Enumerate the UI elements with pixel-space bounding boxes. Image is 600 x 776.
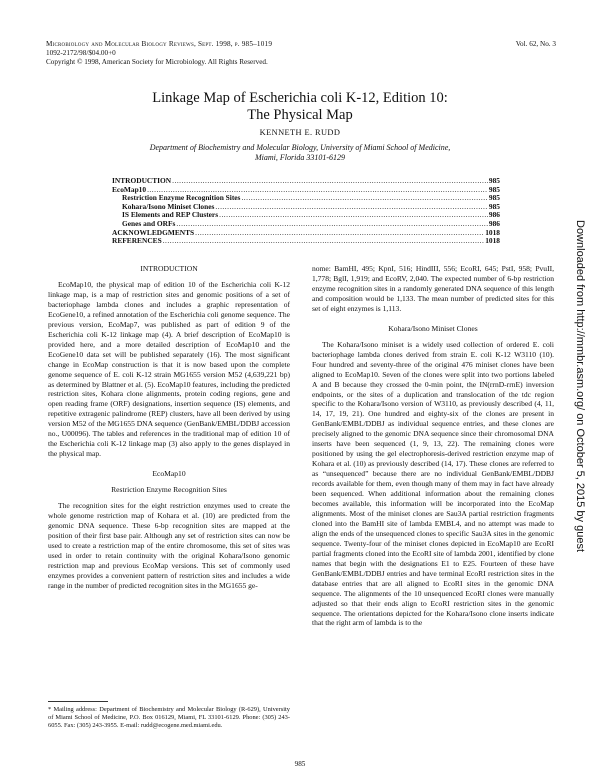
subsection-heading-restriction-sites: Restriction Enzyme Recognition Sites — [111, 485, 227, 495]
download-watermark-text: Downloaded from http://mmbr.asm.org/ on October 5, 2015 by guest — [574, 220, 586, 553]
volume-issue: Vol. 62, No. 3 — [515, 40, 556, 48]
left-column — [48, 264, 290, 591]
running-header — [46, 40, 272, 67]
journal-citation: Microbiology and Molecular Biology Reviews, Sept. 1998, p. 985–1019 — [46, 40, 273, 48]
right-column — [312, 264, 554, 628]
page-number: 985 — [294, 760, 306, 768]
toc-entry-page: 1018 — [485, 236, 500, 246]
toc-entry-page: 1018 — [485, 227, 500, 237]
toc-entry-label: ACKNOWLEDGMENTS — [112, 227, 195, 237]
affiliation-line-1: Department of Biochemistry and Molecular Biology, University of Miami School of Medicine, — [149, 143, 451, 152]
toc-entry-label: REFERENCES — [112, 236, 162, 246]
download-watermark — [572, 220, 588, 620]
section-heading-ecomap10: EcoMap10 — [152, 469, 186, 479]
toc-entry-page: 986 — [488, 210, 500, 220]
author-name: KENNETH E. RUDD — [259, 128, 341, 137]
toc-entry-page: 985 — [488, 184, 500, 194]
toc-entry-page: 985 — [488, 176, 500, 185]
toc-entry-label: EcoMap10 — [112, 184, 147, 194]
article-title — [0, 90, 600, 124]
toc-entry-label: INTRODUCTION — [112, 176, 172, 185]
toc-entry-label: Kohara/Isono Miniset Clones — [122, 201, 215, 211]
footnote-mailing-address: * Mailing address: Department of Biochemistry and Molecular Biology (R-629), University of Miami School of Medicine, P.O. Box 016129, Miami, FL 33101-6129. Phone: (305) 243-6055. Fax: (305) 243-3955. E-mail: rudd@ecogene.med.miami.edu. — [48, 706, 290, 729]
toc-entry — [112, 176, 500, 185]
toc-entry-label: Restriction Enzyme Recognition Sites — [122, 193, 241, 203]
author-affiliation — [100, 143, 500, 163]
toc-entry-label: IS Elements and REP Clusters — [122, 210, 219, 220]
toc-entry — [112, 202, 500, 211]
table-of-contents — [112, 176, 500, 245]
toc-leader-dots — [163, 236, 485, 245]
toc-entry-page: 985 — [488, 193, 500, 203]
toc-entry-page: 985 — [488, 201, 500, 211]
issn-line: 1092-2172/98/$04.00+0 — [46, 49, 116, 57]
section-heading-introduction: INTRODUCTION — [140, 264, 198, 273]
affiliation-line-2: Miami, Florida 33101-6129 — [255, 153, 345, 162]
toc-entry-page: 986 — [488, 218, 500, 228]
intro-paragraph: EcoMap10, the physical map of edition 10 of the Escherichia coli K-12 linkage map, is a map of restriction sites and genomic positions of a set of bacteriophage lambda clones and includes a graphic representation of EcoGene10, a refined annotation of the Escherichia coli genome sequence. The previous version, EcoMap7, was published as part of edition 9 of the Escherichia coli K-12 linkage map (4). A brief description of EcoMap10 is provided here, and a more detailed description of EcoMap10 and the EcoGene10 data set will be published separately (16). The most significant change in EcoMap construction is that it is now based upon the complete genome sequence of E. coli K-12 strain MG1655 version M52 (4,639,221 bp) as determined by Blattner et al. (5). EcoMap10 features, including the predicted restriction sites, Kohara clone alignments, protein coding regions, gene and open reading frame (ORF) designations, insertion sequence (IS) elements, and repetitive extragenic palindrome (REP) clusters, have all been derived by using version M52 of the MG1655 DNA sequence (GenBank/EMBL/DDBJ accession no., U00096). The tables and references in the traditional map of edition 10 of the Escherichia coli K-12 linkage map (3) also apply to the genes displayed in the physical map. — [48, 280, 290, 459]
restriction-paragraph: The recognition sites for the eight restriction enzymes used to create the whole genome restriction map of Kohara et al. (10) are predicted from the genomic DNA sequence. These 6-bp recognition sites are mapped at the position of their first base pair. Although any set of restriction sites can now be used to create a restriction map of the entire chromosome, this set of sites was used in order to retain continuity with the original Kohara/Isono genomic restriction map and previous EcoMap versions. This set of commonly used enzymes provides a convenient pattern of restriction sites and includes a wide range in the number of predicted recognition sites in the MG1655 ge- — [48, 501, 290, 590]
kohara-paragraph: The Kohara/Isono miniset is a widely used collection of ordered E. coli bacteriophage lambda clones derived from strain E. coli K-12 W3110 (10). Four hundred and seventy-three of the original 476 miniset clones have been aligned to EcoMap10. Seven of the clones were split into two portions labeled A and B because they crossed the 0-min point, the IN(rrnD-rrnE) inversion endpoints, or the sites of a duplication and translocation of the tdc region specific to the Kohara/Isono version of W3110, as previously described (4, 11, 14, 17, 19, 21). One hundred and eighty-six of the clones are present in GenBank/EMBL/DDBJ as individual sequence entries, and these clones are precisely aligned to the genomic DNA sequence since their chromosomal DNA inserts have been sequenced (1, 9, 13, 22). The remaining clones were positioned by using the gel electrophoresis-derived restriction enzyme map of Kohara et al. (10) as previously described (14, 17). These clones are referred to as “unsequenced” because there are no individual GenBank/EMBL/DDBJ records available for them, even though many of them may in fact have already been sequenced. When additional information about the remaining clones becomes available, this information will be incorporated into the EcoMap alignments. Most of the miniset clones are Sau3A partial restriction fragments cloned into the BamHI site of lambda EMBL4, and no attempt was made to align the ends of the unsequenced clones to specific Sau3A sites in the genomic sequence. Twenty-four of the miniset clones depicted in EcoMap10 are EcoRI partial fragments cloned into the EcoRI site of lambda 2001, identified by clone names that begin with the designations E1 to E25. Fourteen of these have GenBank/EMBL/DDBJ entries and have terminal EcoRI restriction sites in the database entries that are all aligned to EcoRI sites in the genomic DNA sequence. The alignments of the 10 unsequenced EcoRI clones were manually adjusted so that their ends align to EcoRI restriction sites in the genomic sequence. The orientations depicted for the Kohara/Isono clone inserts indicate that the right arm of lambda is to the — [312, 339, 554, 628]
toc-entry — [112, 236, 500, 245]
toc-entry — [112, 219, 500, 228]
title-line-1: Linkage Map of Escherichia coli K-12, Edition 10: — [152, 90, 448, 106]
toc-entry-label: Genes and ORFs — [122, 218, 176, 228]
toc-entry — [112, 185, 500, 194]
toc-entry — [112, 193, 500, 202]
copyright-line: Copyright © 1998, American Society for Microbiology. All Rights Reserved. — [46, 58, 268, 66]
toc-entry — [112, 228, 500, 237]
footnote-rule — [48, 701, 108, 702]
continued-paragraph: nome: BamHI, 495; KpnI, 516; HindIII, 556; EcoRI, 645; PstI, 958; PvuII, 1,778; BglI, 1,919; and EcoRV, 2,040. The expected number of 6-bp restriction enzyme recognition sites in a randomly generated DNA sequence of this length and composition would be 1,133. The mean number of predicted sites for this set of eight enzymes is 1,113. — [312, 264, 554, 313]
subsection-heading-kohara-clones: Kohara/Isono Miniset Clones — [388, 323, 478, 333]
toc-entry — [112, 210, 500, 219]
title-line-2: The Physical Map — [247, 107, 353, 123]
